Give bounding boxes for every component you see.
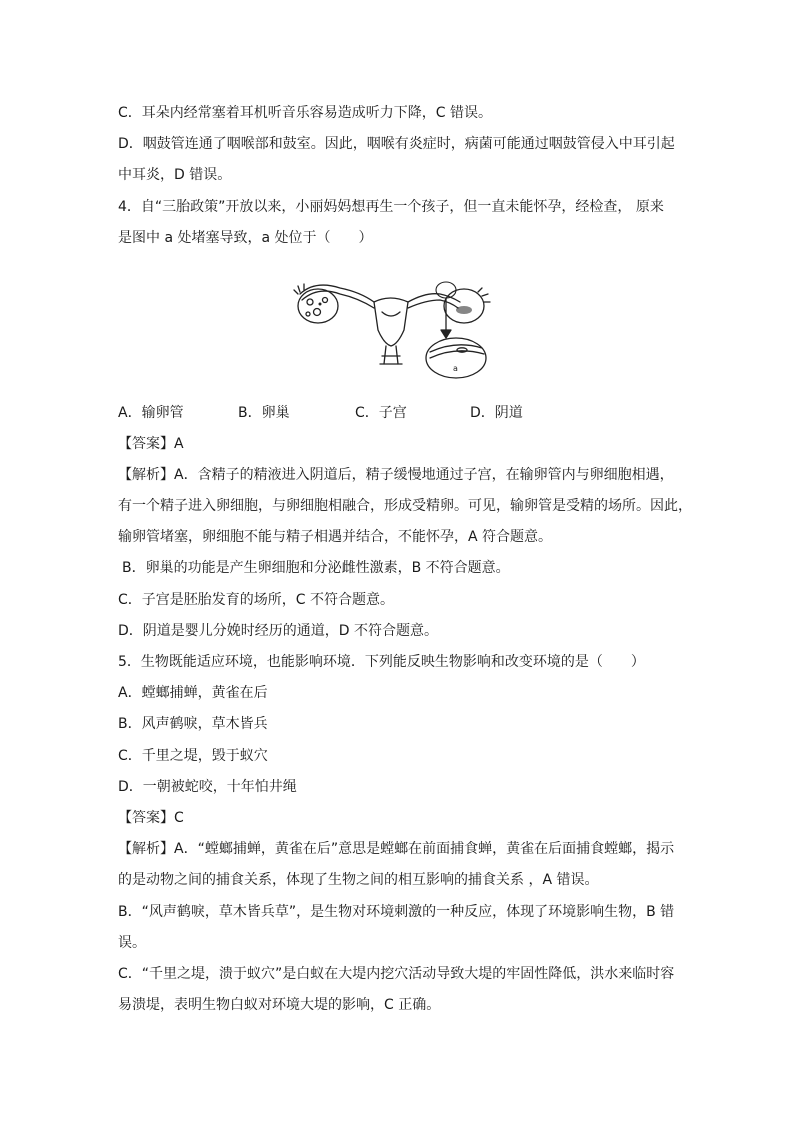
analysis-5: 【解析】A．“螳螂捕蝉，黄雀在后”意思是螳螂在前面捕食蝉，黄雀在后面捕食螳螂，揭示 (118, 841, 675, 857)
q5-option-b: B．风声鹤唳，草木皆兵 (118, 716, 268, 732)
text-line: C．子宫是胚胎发育的场所，C 不符合题意。 (118, 592, 394, 608)
question-4-stem: 4．自“三胎政策”开放以来，小丽妈妈想再生一个孩子，但一直未能怀孕，经检查， 原来 (118, 199, 664, 215)
q5-option-c: C．千里之堤，毁于蚁穴 (118, 748, 268, 764)
text-line: D．阴道是婴儿分娩时经历的通道，D 不符合题意。 (118, 623, 439, 639)
question-4-options (118, 403, 678, 423)
analysis-4: 【解析】A．含精子的精液进入阴道后，精子缓慢地通过子宫，在输卵管内与卵细胞相遇， (118, 467, 674, 483)
text-line: 中耳炎，D 错误。 (118, 167, 232, 183)
q5-option-a: A．螳螂捕蝉，黄雀在后 (118, 685, 268, 701)
text-line: C．耳朵内经常塞着耳机听音乐容易造成听力下降，C 错误。 (118, 105, 492, 121)
text-line: B．“风声鹤唳，草木皆兵草”，是生物对环境刺激的一种反应，体现了环境影响生物，B 错 (118, 904, 675, 920)
text-line: B．卵巢的功能是产生卵细胞和分泌雌性激素，B 不符合题意。 (122, 560, 510, 576)
left-ovary (298, 289, 338, 323)
text-line: 输卵管堵塞，卵细胞不能与精子相遇并结合，不能怀孕，A 符合题意。 (118, 529, 553, 545)
answer-4: 【答案】A (118, 436, 184, 452)
question-4-stem-cont: 是图中 a 处堵塞导致，a 处位于（ ） (118, 230, 373, 246)
option-a: A．输卵管 (118, 405, 184, 421)
q5-option-d: D．一朝被蛇咬，十年怕井绳 (118, 779, 297, 795)
uterus (374, 298, 408, 346)
text-line: 易溃堤，表明生物白蚁对环境大堤的影响，C 正确。 (118, 997, 441, 1013)
text-line: C．“千里之堤，溃于蚁穴”是白蚁在大堤内挖穴活动导致大堤的牢固性降低，洪水来临时容 (118, 966, 675, 982)
text-line: 的是动物之间的捕食关系，体现了生物之间的相互影响的捕食关系 ，A 错误。 (118, 872, 599, 888)
question-5-stem: 5．生物既能适应环境，也能影响环境．下列能反映生物影响和改变环境的是（ ） (118, 654, 645, 670)
vagina (384, 346, 398, 364)
text-line: 误。 (118, 935, 146, 951)
label-a: a (453, 364, 458, 373)
answer-5: 【答案】C (118, 810, 184, 826)
reproductive-system-figure (290, 272, 496, 382)
text-line: 有一个精子进入卵细胞，与卵细胞相融合，形成受精卵。可见，输卵管是受精的场所。因此， (118, 498, 692, 514)
option-c: C．子宫 (355, 405, 407, 421)
text-line: D．咽鼓管连通了咽喉部和鼓室。因此，咽喉有炎症时，病菌可能通过咽鼓管侵入中耳引起 (118, 136, 675, 152)
option-b: B．卵巢 (238, 405, 290, 421)
option-d: D．阴道 (470, 405, 523, 421)
